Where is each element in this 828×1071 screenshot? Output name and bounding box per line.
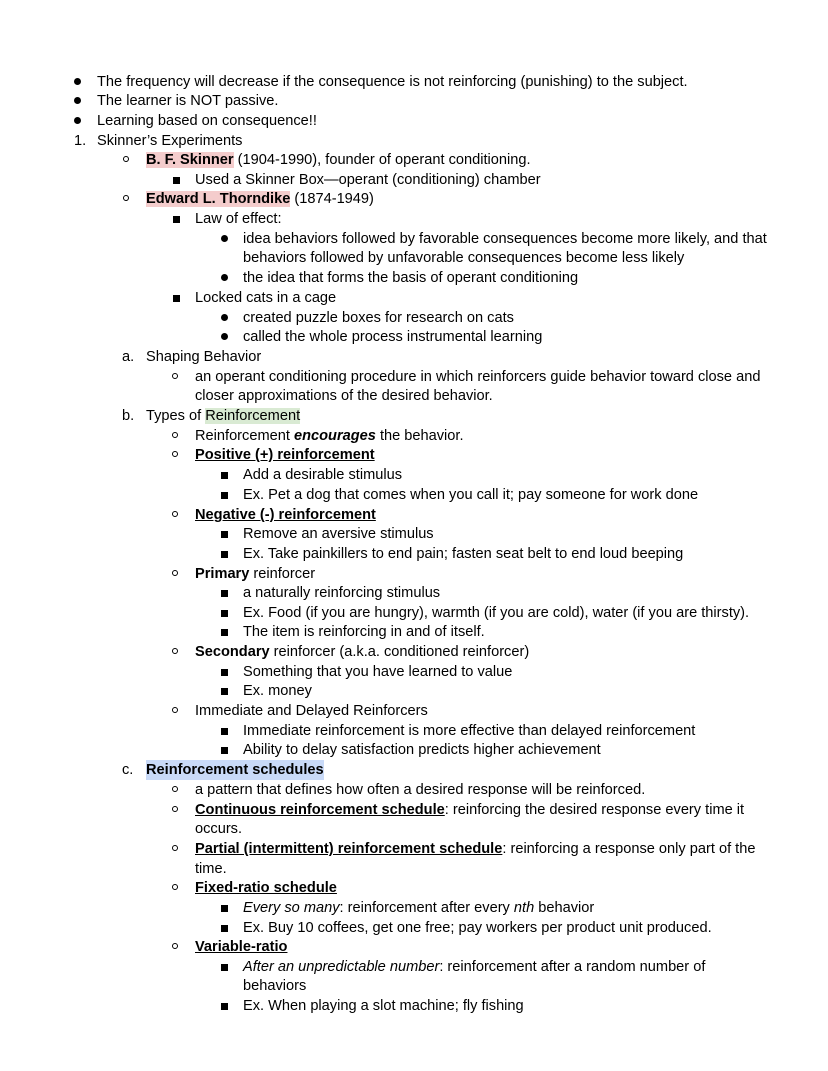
list-item [0, 996, 828, 1016]
bullet-text: Ex. Food (if you are hungry), warmth (if you are cold), water (if you are thirsty). [243, 605, 750, 621]
bullet-text: Continuous reinforcement schedule: reinforcing the desired response every time it [195, 802, 745, 818]
square-bullet-icon [167, 170, 187, 190]
bullet-text: Add a desirable stimulus [243, 467, 402, 483]
list-item-continuation [0, 859, 828, 879]
list-item [0, 642, 828, 662]
bullet-icon [68, 111, 88, 131]
bullet-text: Ex. Take painkillers to end pain; fasten seat belt to end loud beeping [243, 546, 684, 562]
list-item [0, 681, 828, 701]
list-item [0, 603, 828, 623]
square-bullet-icon [215, 740, 235, 760]
list-item [0, 445, 828, 465]
term-heading: Positive (+) reinforcement [195, 447, 375, 463]
square-bullet-icon [215, 465, 235, 485]
bullet-icon [68, 91, 88, 111]
list-item [0, 465, 828, 485]
list-item-continuation [0, 819, 828, 839]
highlighted-name: Edward L. Thorndike [146, 191, 291, 207]
section-number: c. [122, 762, 134, 778]
bullet-text: Ex. Buy 10 coffees, get one free; pay workers per product unit produced. [243, 920, 712, 936]
list-item [0, 327, 828, 347]
list-item [0, 505, 828, 525]
list-item [0, 780, 828, 800]
list-item [0, 426, 828, 446]
circle-bullet-icon [166, 937, 186, 957]
bullet-text: Ex. money [243, 683, 312, 699]
bullet-text: occurs. [195, 821, 243, 837]
list-item-continuation [0, 248, 828, 268]
bullet-text: The item is reinforcing in and of itself. [243, 624, 485, 640]
bullet-text: After an unpredictable number: reinforcement after a random number of [243, 959, 706, 975]
bullet-text: closer approximations of the desired behavior. [195, 388, 493, 404]
circle-bullet-icon [166, 839, 186, 859]
bullet-icon [68, 72, 88, 92]
list-item [0, 268, 828, 288]
section-heading [0, 131, 828, 151]
bullet-text: a pattern that defines how often a desired response will be reinforced. [195, 782, 646, 798]
bullet-icon [215, 268, 235, 288]
list-item [0, 189, 828, 209]
bullet-text: time. [195, 861, 227, 877]
list-item [0, 524, 828, 544]
square-bullet-icon [167, 288, 187, 308]
circle-bullet-icon [166, 878, 186, 898]
bullet-text: The learner is NOT passive. [97, 93, 279, 109]
bullet-text: Immediate reinforcement is more effective than delayed reinforcement [243, 723, 696, 739]
section-title: Types of Reinforcement [146, 408, 301, 424]
bullet-text: Partial (intermittent) reinforcement schedule: reinforcing a response only part of the [195, 841, 756, 857]
circle-bullet-icon [166, 800, 186, 820]
section-number: b. [122, 408, 135, 424]
bullet-text: the idea that forms the basis of operant conditioning [243, 270, 579, 286]
bullet-icon [215, 327, 235, 347]
bullet-text: Reinforcement encourages the behavior. [195, 428, 464, 444]
highlighted-term: Reinforcement [205, 408, 301, 424]
list-item [0, 918, 828, 938]
list-item [0, 72, 828, 92]
bullet-text: Used a Skinner Box—operant (conditioning) chamber [195, 172, 541, 188]
list-item [0, 839, 828, 859]
bullet-text: Ability to delay satisfaction predicts higher achievement [243, 742, 601, 758]
bullet-text: an operant conditioning procedure in which reinforcers guide behavior toward close and [195, 369, 761, 385]
bullet-text: Remove an aversive stimulus [243, 526, 434, 542]
list-item [0, 91, 828, 111]
list-item-continuation [0, 976, 828, 996]
list-item [0, 150, 828, 170]
circle-bullet-icon [117, 189, 137, 209]
section-title: Reinforcement schedules [146, 762, 324, 778]
list-item [0, 544, 828, 564]
bullet-text: Edward L. Thorndike (1874-1949) [146, 191, 374, 207]
circle-bullet-icon [166, 564, 186, 584]
bullet-text: Ex. When playing a slot machine; fly fishing [243, 998, 524, 1014]
bullet-text: B. F. Skinner (1904-1990), founder of operant conditioning. [146, 152, 531, 168]
list-item [0, 721, 828, 741]
list-item [0, 485, 828, 505]
bullet-text: Ex. Pet a dog that comes when you call it; pay someone for work done [243, 487, 699, 503]
list-item [0, 937, 828, 957]
circle-bullet-icon [166, 426, 186, 446]
square-bullet-icon [215, 721, 235, 741]
bullet-text: called the whole process instrumental learning [243, 329, 543, 345]
list-item [0, 957, 828, 977]
square-bullet-icon [215, 662, 235, 682]
list-item-continuation [0, 386, 828, 406]
square-bullet-icon [215, 544, 235, 564]
circle-bullet-icon [166, 642, 186, 662]
section-number: 1. [74, 133, 87, 149]
list-item [0, 622, 828, 642]
section-title: Skinner’s Experiments [97, 133, 243, 149]
bullet-text: behaviors [243, 978, 307, 994]
bullet-text: Locked cats in a cage [195, 290, 337, 306]
circle-bullet-icon [166, 445, 186, 465]
square-bullet-icon [215, 996, 235, 1016]
square-bullet-icon [215, 681, 235, 701]
square-bullet-icon [215, 898, 235, 918]
bullet-text: The frequency will decrease if the consequence is not reinforcing (punishing) to the subject. [97, 74, 688, 90]
square-bullet-icon [167, 209, 187, 229]
bullet-text: Something that you have learned to value [243, 664, 513, 680]
bullet-icon [215, 308, 235, 328]
bullet-text: behaviors followed by unfavorable consequences become less likely [243, 250, 685, 266]
list-item [0, 800, 828, 820]
list-item [0, 583, 828, 603]
section-number: a. [122, 349, 135, 365]
list-item [0, 367, 828, 387]
bullet-text: Immediate and Delayed Reinforcers [195, 703, 428, 719]
list-item [0, 308, 828, 328]
section-title: Shaping Behavior [146, 349, 262, 365]
section-heading [0, 347, 828, 367]
section-heading [0, 406, 828, 426]
square-bullet-icon [215, 918, 235, 938]
square-bullet-icon [215, 583, 235, 603]
list-item [0, 288, 828, 308]
list-item [0, 878, 828, 898]
term-heading: Variable-ratio [195, 939, 288, 955]
list-item [0, 740, 828, 760]
term-heading: Negative (-) reinforcement [195, 507, 376, 523]
list-item [0, 701, 828, 721]
square-bullet-icon [215, 622, 235, 642]
circle-bullet-icon [166, 780, 186, 800]
list-item [0, 564, 828, 584]
bullet-text: a naturally reinforcing stimulus [243, 585, 441, 601]
bullet-icon [215, 229, 235, 249]
highlighted-name: B. F. Skinner [146, 152, 234, 168]
section-heading [0, 760, 828, 780]
list-item [0, 229, 828, 249]
list-item [0, 170, 828, 190]
square-bullet-icon [215, 957, 235, 977]
circle-bullet-icon [117, 150, 137, 170]
term-heading: Fixed-ratio schedule [195, 880, 337, 896]
bullet-text: idea behaviors followed by favorable consequences become more likely, and that [243, 231, 767, 247]
list-item [0, 662, 828, 682]
list-item [0, 111, 828, 131]
bullet-text: Law of effect: [195, 211, 282, 227]
square-bullet-icon [215, 524, 235, 544]
list-item [0, 898, 828, 918]
square-bullet-icon [215, 485, 235, 505]
circle-bullet-icon [166, 367, 186, 387]
circle-bullet-icon [166, 505, 186, 525]
bullet-text: created puzzle boxes for research on cats [243, 310, 514, 326]
bullet-text: Learning based on consequence!! [97, 113, 317, 129]
bullet-text: Primary reinforcer [195, 566, 316, 582]
bullet-text: Every so many: reinforcement after every nth behavior [243, 900, 595, 916]
square-bullet-icon [215, 603, 235, 623]
circle-bullet-icon [166, 701, 186, 721]
list-item [0, 209, 828, 229]
bullet-text: Secondary reinforcer (a.k.a. conditioned reinforcer) [195, 644, 530, 660]
